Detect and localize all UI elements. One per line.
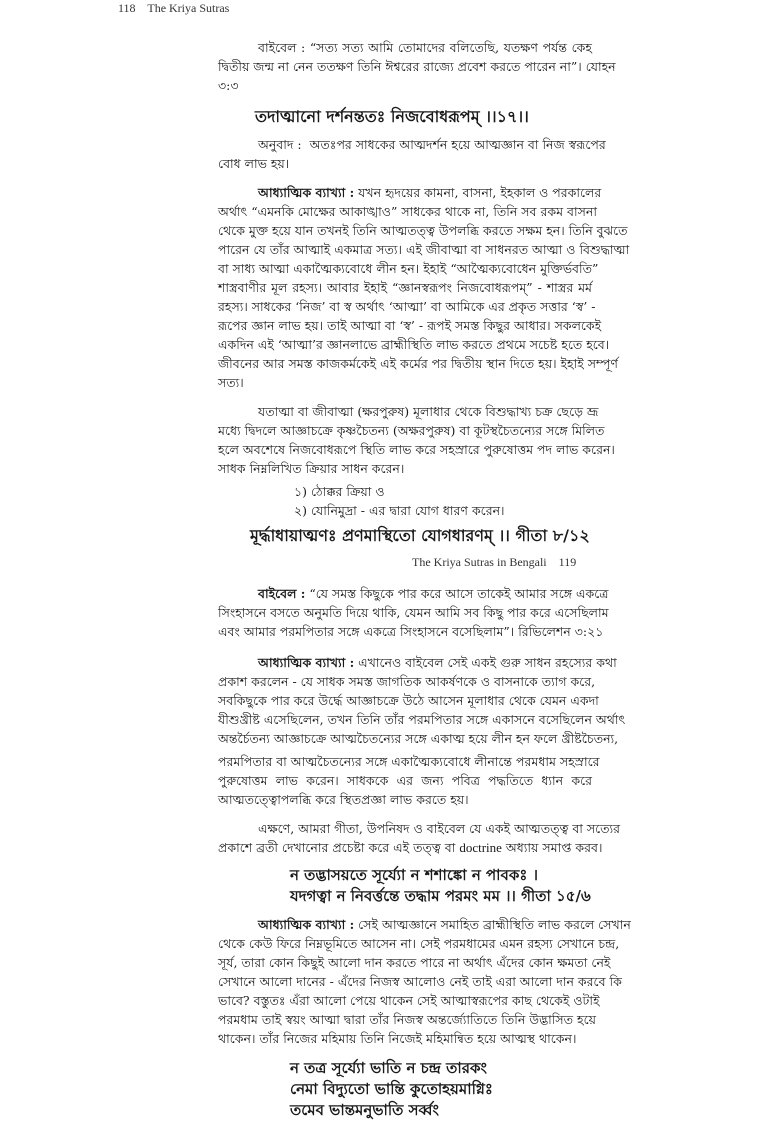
text-line: এক্ষণে, আমরা গীতা, উপনিষদ ও বাইবেল যে একই আত্মতত্ত্ব বা সত্যের — [258, 821, 621, 836]
paragraph-yatatma — [218, 402, 615, 478]
text-line — [218, 38, 592, 57]
text-line: যীশুখ্রীষ্ট এসেছিলেন, তখন তিনি তাঁর পরমপিতার সঙ্গে একাসনে বসেছিলেন অর্থাৎ — [218, 712, 626, 727]
text-line: সবকিছুকে পার করে উর্দ্ধে আজ্ঞাচক্রে উঠে আসেন মূলাধার থেকে যেমন একদা — [218, 693, 599, 708]
text-line: সত্য। — [218, 375, 244, 390]
text-line: সূর্য, তারা কোন কিছুই আলো দান করতে পারে না অর্থাৎ এঁদের কোন ক্ষমতা নেই — [218, 955, 611, 970]
text-line: ভাবে? বস্তুতঃ এঁরা আলো পেয়ে থাকেন সেই আত্মাস্বরূপের কাছ থেকেই ওটাই — [218, 993, 600, 1008]
text-line: প্রকাশ করলেন - যে সাধক সমস্ত জাগতিক আকর্ষণকে ও বাসনাকে ত্যাগ করে, — [218, 674, 596, 689]
english-word: doctrine — [459, 840, 502, 855]
book-title: The Kriya Sutras in Bengali — [412, 555, 547, 569]
paragraph-label: বাইবেল : — [258, 40, 306, 55]
text-line: অর্থাৎ “এমনকি মোক্ষের আকাঙ্খাও” সাধকের থাকে না, তিনি সব রকম বাসনা — [218, 204, 597, 219]
text-line: থেকে মুক্ত হয়ে যান তখনই তিনি আত্মতত্ত্ব উপলব্ধি করতে সক্ষম হন। তিনি বুঝতে — [218, 223, 628, 238]
text-line: অন্তর্চৈতন্য আজ্ঞাচক্রে আত্মচৈতন্যের সঙ্গে একাত্ম হয়ে লীন হন ফলে খ্রীষ্টচৈতন্য, — [218, 731, 619, 746]
paragraph-bible-revelation — [218, 584, 609, 641]
paragraph-spiritual-explanation-1 — [218, 183, 630, 392]
text-line: পরমপিতার বা আত্মচৈতন্যের সঙ্গে একাত্মৈক্যবোধে লীনান্তে পরমধাম সহস্রারে — [218, 754, 600, 769]
paragraph-spiritual-explanation-2 — [218, 653, 626, 809]
text: “যে সমস্ত কিছুকে পার করে আসে তাকেই আমার সঙ্গে একত্রে — [309, 586, 609, 601]
text-line — [218, 915, 631, 934]
paragraph-label: বাইবেল : — [258, 586, 306, 601]
text-line: থাকেন। তাঁর নিজের মহিমায় তিনি নিজেই মহিমান্বিত হয়ে আত্মস্থ থাকেন। — [218, 1031, 577, 1046]
gita-verse-heading: মূর্দ্ধাধায়াত্মণঃ প্রণমাস্থিতো যোগধারণম্ ।। গীতা ৮/১২ — [250, 526, 590, 545]
text: সেই আত্মজ্ঞানে সমাহিত ব্রাহ্মীস্থিতি লাভ করলে সেখান — [358, 917, 631, 932]
text-line: রহস্য। সাধকের ‘নিজ’ বা স্ব অর্থাৎ ‘আত্মা’ বা আমিকে এর প্রকৃত সত্তার ‘স্ব’ - — [218, 299, 596, 314]
text-line: এবং আমার পরমপিতার সঙ্গে একত্রে সিংহাসনে বসেছিলাম”। রিভিলেশন ৩:২১ — [218, 624, 604, 639]
verse-line: ন তত্র সূর্য্যো ভাতি ন চন্দ্র তারকং — [290, 1059, 487, 1077]
verse-line: যদগত্বা ন নিবর্ত্তন্তে তদ্ধাম পরমং মম ।। গীতা ১৫/৬ — [290, 887, 591, 905]
book-title: The Kriya Sutras — [147, 1, 230, 15]
text-line: বোধ লাভ হয়। — [218, 156, 290, 171]
running-header-mid — [412, 554, 780, 570]
text-line: রূপের জ্ঞান লাভ হয়। তাই আত্মা বা ‘স্ব’ - রূপই সমস্ত কিছুর আধার। সকলকেই — [218, 318, 602, 333]
paragraph-label: আধ্যাত্মিক ব্যাখ্যা : — [258, 185, 355, 200]
paragraph-label: আধ্যাত্মিক ব্যাখ্যা : — [258, 917, 355, 932]
verse-line: ন তদ্ভাসয়তে সূর্য্যো ন শশাঙ্কো ন পাবকঃ । — [290, 866, 538, 884]
text-line — [218, 653, 617, 672]
text-line: সাধক নিম্নলিখিত ক্রিয়ার সাধন করেন। — [218, 461, 405, 476]
text-line: ৩:৩ — [218, 78, 239, 93]
text-line: শাস্ত্রবাণীর মূল রহস্য। আবার ইহাই “জ্ঞানস্বরূপং নিজবোধরূপম্” - শাস্ত্রর মর্ম — [218, 280, 592, 295]
paragraph-bible-john — [218, 38, 616, 95]
text-line: সিংহাসনে বসতে অনুমতি দিয়ে থাকি, যেমন আমি সব কিছু পার করে এসেছিলাম — [218, 605, 609, 620]
text-line: আত্মতত্ত্বোপলব্ধি করে স্থিতপ্রজ্ঞা লাভ করতে হয়। — [218, 792, 469, 807]
paragraph-label: আধ্যাত্মিক ব্যাখ্যা : — [258, 655, 355, 670]
running-header-top — [118, 0, 780, 16]
paragraph-translation — [218, 135, 606, 173]
text-line — [218, 838, 603, 857]
page-number: 118 — [118, 1, 136, 15]
text-line: পরমধাম তাই স্বয়ং আত্মা দ্বারা তাঁর নিজস্ব অন্তর্জ্যোতিতে তিনি উদ্ভাসিত হয়ে — [218, 1012, 596, 1027]
verse-line: তমেব ভান্তমনুভাতি সর্ব্বং — [290, 1101, 439, 1119]
paragraph-label: অনুবাদ : — [258, 137, 302, 152]
text: “সত্য সত্য আমি তোমাদের বলিতেছি, যতক্ষণ পর্যন্ত কেহ — [309, 40, 592, 55]
text-line: যতাত্মা বা জীবাত্মা (ক্ষরপুরুষ) মূলাধার থেকে বিশুদ্ধাখ্য চক্র ছেড়ে ভ্রূ — [258, 404, 599, 419]
text-line: হলে অবশেষে নিজবোধরূপে স্থিতি লাভ করে সহস্রারে পুরুষোত্তম পদ লাভ করেন। — [218, 442, 615, 457]
upanishad-verse — [290, 1058, 780, 1121]
text-line: সেখানে আলো দানের - এঁদের নিজস্ব আলোও নেই তাই এরা আলো দান করবে কি — [218, 974, 622, 989]
page-number: 119 — [558, 555, 577, 569]
text: প্রকাশে ব্রতী দেখানোর প্রচেষ্টা করে এই তত্ত্ব বা — [218, 840, 456, 855]
text: এখানেও বাইবেল সেই একই গুরু সাধন রহস্যের কথা — [358, 655, 617, 670]
text-line — [218, 183, 602, 202]
text-line: মধ্যে দ্বিদলে আজ্ঞাচক্রে কৃষ্ণচৈতন্য (অক্ষরপুরুষ) বা কূটস্থচৈতন্যের সঙ্গে মিলিত — [218, 423, 605, 438]
kriya-list — [294, 482, 780, 520]
gita-verse-15-6 — [290, 865, 780, 907]
text-line: পুরুষোত্তম লাভ করেন। সাধককে এর জন্য পবিত্র পদ্ধতিতে ধ্যান করে — [218, 773, 592, 788]
list-item: ১) ঠোক্কর ক্রিয়া ও — [294, 484, 385, 499]
text-line — [218, 135, 606, 154]
text-line — [218, 584, 609, 603]
text-line: জীবনের আর সমস্ত কাজকর্মকেই এই কর্মের পর দ্বিতীয় স্থান দিতে হয়। ইহাই সম্পূর্ণ — [218, 356, 618, 371]
text: অধ্যায় সমাপ্ত করব। — [505, 840, 603, 855]
verse-line: নেমা বিদ্যুতো ভান্তি কুতোহয়মাগ্নিঃ — [290, 1080, 493, 1098]
text: অতঃপর সাধকের আত্মদর্শন হয়ে আত্মজ্ঞান বা নিজ স্বরূপের — [309, 137, 606, 152]
text: যখন হৃদয়ের কামনা, বাসনা, ইহকাল ও পরকালের — [358, 185, 602, 200]
sutra-heading: তদাত্মানো দর্শনন্ততঃ নিজবোধরূপম্ ।।১৭।। — [255, 107, 529, 126]
text-line: বা সাধ্য আত্মা একাত্মৈক্যবোধে লীন হন। ইহাই “আত্মৈক্যবোধেন মুক্তির্ভবতি” — [218, 261, 599, 276]
list-item: ২) যোনিমুদ্রা - এর দ্বারা যোগ ধারণ করেন। — [294, 503, 505, 518]
paragraph-spiritual-explanation-3 — [218, 915, 631, 1048]
text-line: দ্বিতীয় জন্ম না নেন ততক্ষণ তিনি ঈশ্বরের রাজ্যে প্রবেশ করতে পারেন না”। যোহন — [218, 59, 616, 74]
text-line: পারেন যে তাঁর আত্মাই একমাত্র সত্য। এই জীবাত্মা বা সাধনরত আত্মা ও বিশুদ্ধাত্মা — [218, 242, 630, 257]
paragraph-conclusion — [218, 819, 621, 857]
text-line: একদিন এই ‘আত্মা’র জ্ঞানলাভে ব্রাহ্মীস্থিতি লাভ করতে প্রথমে সচেষ্ট হতে হবে। — [218, 337, 610, 352]
text-line: থেকে কেউ ফিরে নিম্নভূমিতে আসেন না। সেই পরমধামের এমন রহস্য সেখানে চন্দ্র, — [218, 936, 620, 951]
